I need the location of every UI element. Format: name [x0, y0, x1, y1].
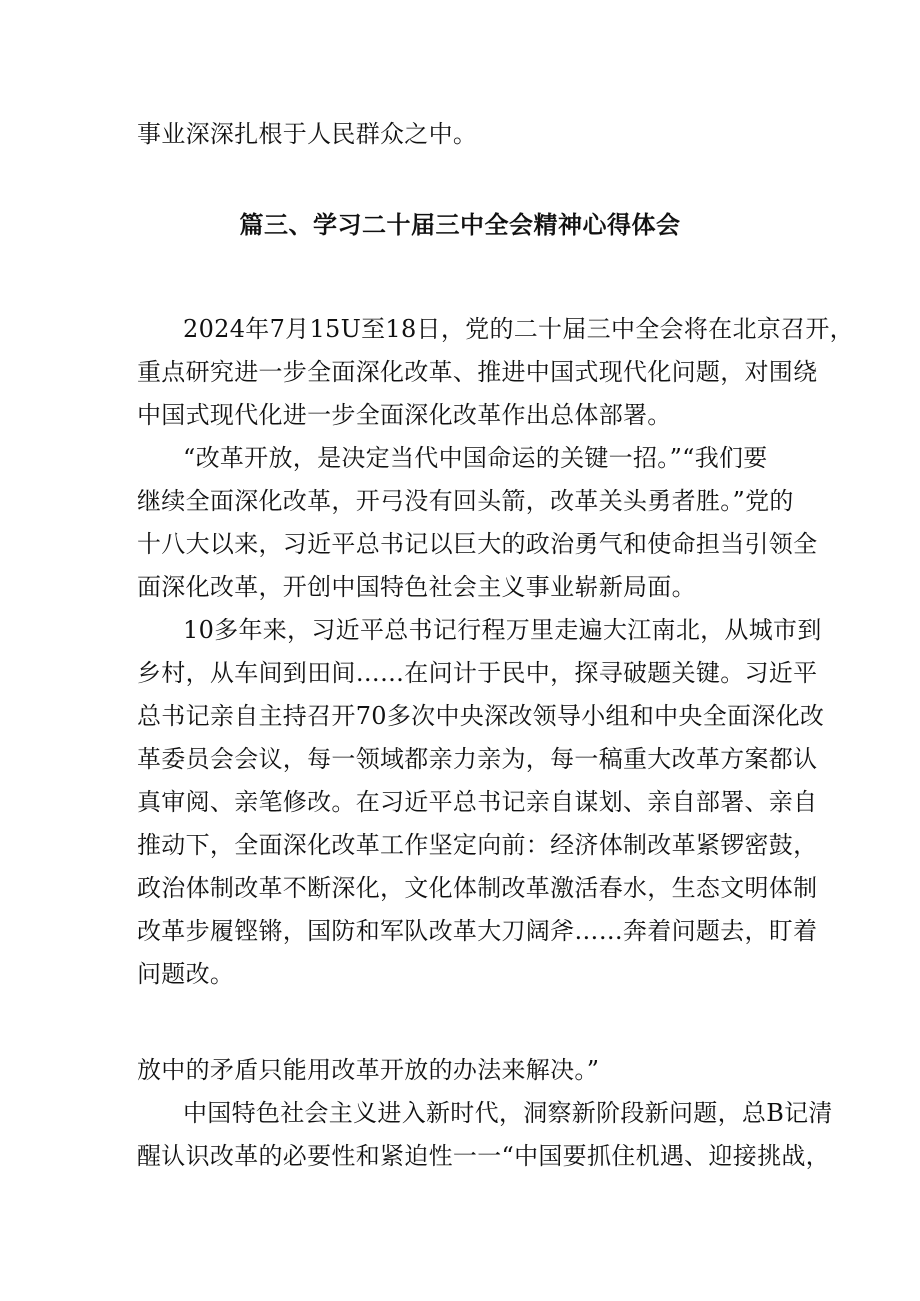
- text-line: 继续全面深化改革，开弓没有回头箭，改革关头勇者胜。”党的: [137, 487, 794, 515]
- text-line: 2024年7月15U至18日，党的二十届三中全会将在北京召开，: [183, 315, 854, 343]
- text-line: 革委员会会议，每一领域都亲力亲为，每一稿重大改革方案都认: [137, 745, 818, 773]
- text-line: 改革步履铿锵，国防和军队改革大刀阔斧……奔着问题去，盯着: [137, 917, 818, 945]
- text-line: 乡村，从车间到田间……在问计于民中，探寻破题关键。习近平: [137, 659, 818, 687]
- text-line: 中国特色社会主义进入新时代，洞察新阶段新问题，总B记清: [183, 1099, 833, 1127]
- text-line: 推动下，全面深化改革工作坚定向前：经济体制改革紧锣密鼓，: [137, 831, 818, 859]
- text-line: 中国式现代化进一步全面深化改革作出总体部署。: [137, 401, 672, 429]
- text-line: 醒认识改革的必要性和紧迫性一一“中国要抓住机遇、迎接挑战，: [137, 1142, 830, 1170]
- text-line: 政治体制改革不断深化，文化体制改革激活春水，生态文明体制: [137, 874, 818, 902]
- section-heading: 篇三、学习二十届三中全会精神心得体会: [239, 211, 681, 239]
- text-line: 总书记亲自主持召开70多次中央深改领导小组和中央全面深化改: [137, 702, 825, 730]
- text-line: 十八大以来，习近平总书记以巨大的政治勇气和使命担当引领全: [137, 530, 818, 558]
- text-line: 重点研究进一步全面深化改革、推进中国式现代化问题，对围绕: [137, 358, 818, 386]
- text-line: 问题改。: [137, 960, 235, 988]
- text-line: 事业深深扎根于人民群众之中。: [137, 120, 478, 148]
- text-line: 10多年来，习近平总书记行程万里走遍大江南北，从城市到: [183, 616, 822, 644]
- text-line: 面深化改革，开创中国特色社会主义事业崭新局面。: [137, 573, 696, 601]
- text-line: 真审阅、亲笔修改。在习近平总书记亲自谋划、亲自部署、亲自: [137, 788, 818, 816]
- text-line: “改革开放，是决定当代中国命运的关键一招。”“我们要: [183, 444, 768, 472]
- text-line: 放中的矛盾只能用改革开放的办法来解决。”: [137, 1056, 600, 1084]
